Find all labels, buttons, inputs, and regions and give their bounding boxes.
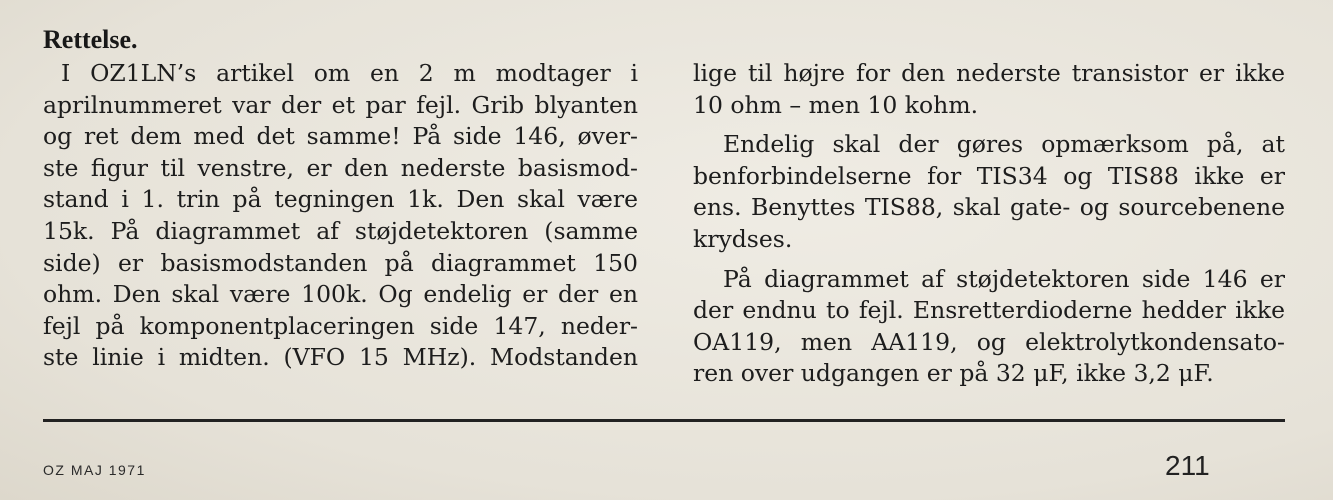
article-heading: Rettelse. [43,25,138,54]
text-line: ohm. Den skal være 100k. Og endelig er der en [43,280,638,309]
text-line: ens. Benyttes TIS88, skal gate- og sourcebenene [693,193,1285,222]
text-line: I OZ1LN’s artikel om en 2 m modtager i [61,59,638,87]
text-line: lige til højre for den nederste transistor er ikke [693,59,1285,87]
text-line: Endelig skal der gøres opmærksom på, at [723,130,1285,159]
text-line: ste linie i midten. (VFO 15 MHz). Modstanden [43,343,638,372]
text-line: OA119, men AA119, og elektrolytkondensato- [693,327,1285,356]
text-line: der endnu to fejl. Ensretterdioderne hedder ikke [693,296,1285,325]
text-line: ste figur til venstre, er den nederste basismod- [43,153,638,182]
text-line: ren over udgangen er på 32 μF, ikke 3,2 μF. [693,359,1214,388]
publication-info: OZ MAJ 1971 [43,462,146,478]
text-line: stand i 1. trin på tegningen 1k. Den skal være [43,185,638,214]
page-number: 211 [1165,450,1210,481]
text-line: og ret dem med det samme! På side 146, øver- [43,122,638,151]
text-line: På diagrammet af støjdetektoren side 146 er [723,264,1285,293]
text-line: benforbindelserne for TIS34 og TIS88 ikke er [693,161,1285,190]
text-line: aprilnummeret var der et par fejl. Grib blyanten [43,90,638,119]
right-column [693,58,1285,390]
text-line: 15k. På diagrammet af støjdetektoren (samme [43,216,638,245]
text-line: krydses. [693,224,793,253]
left-column [43,58,638,374]
text-line: fejl på komponentplaceringen side 147, neder- [43,311,638,340]
text-line: side) er basismodstanden på diagrammet 150 [43,248,638,277]
text-line: 10 ohm – men 10 kohm. [693,90,979,119]
footer-divider [43,419,1285,422]
